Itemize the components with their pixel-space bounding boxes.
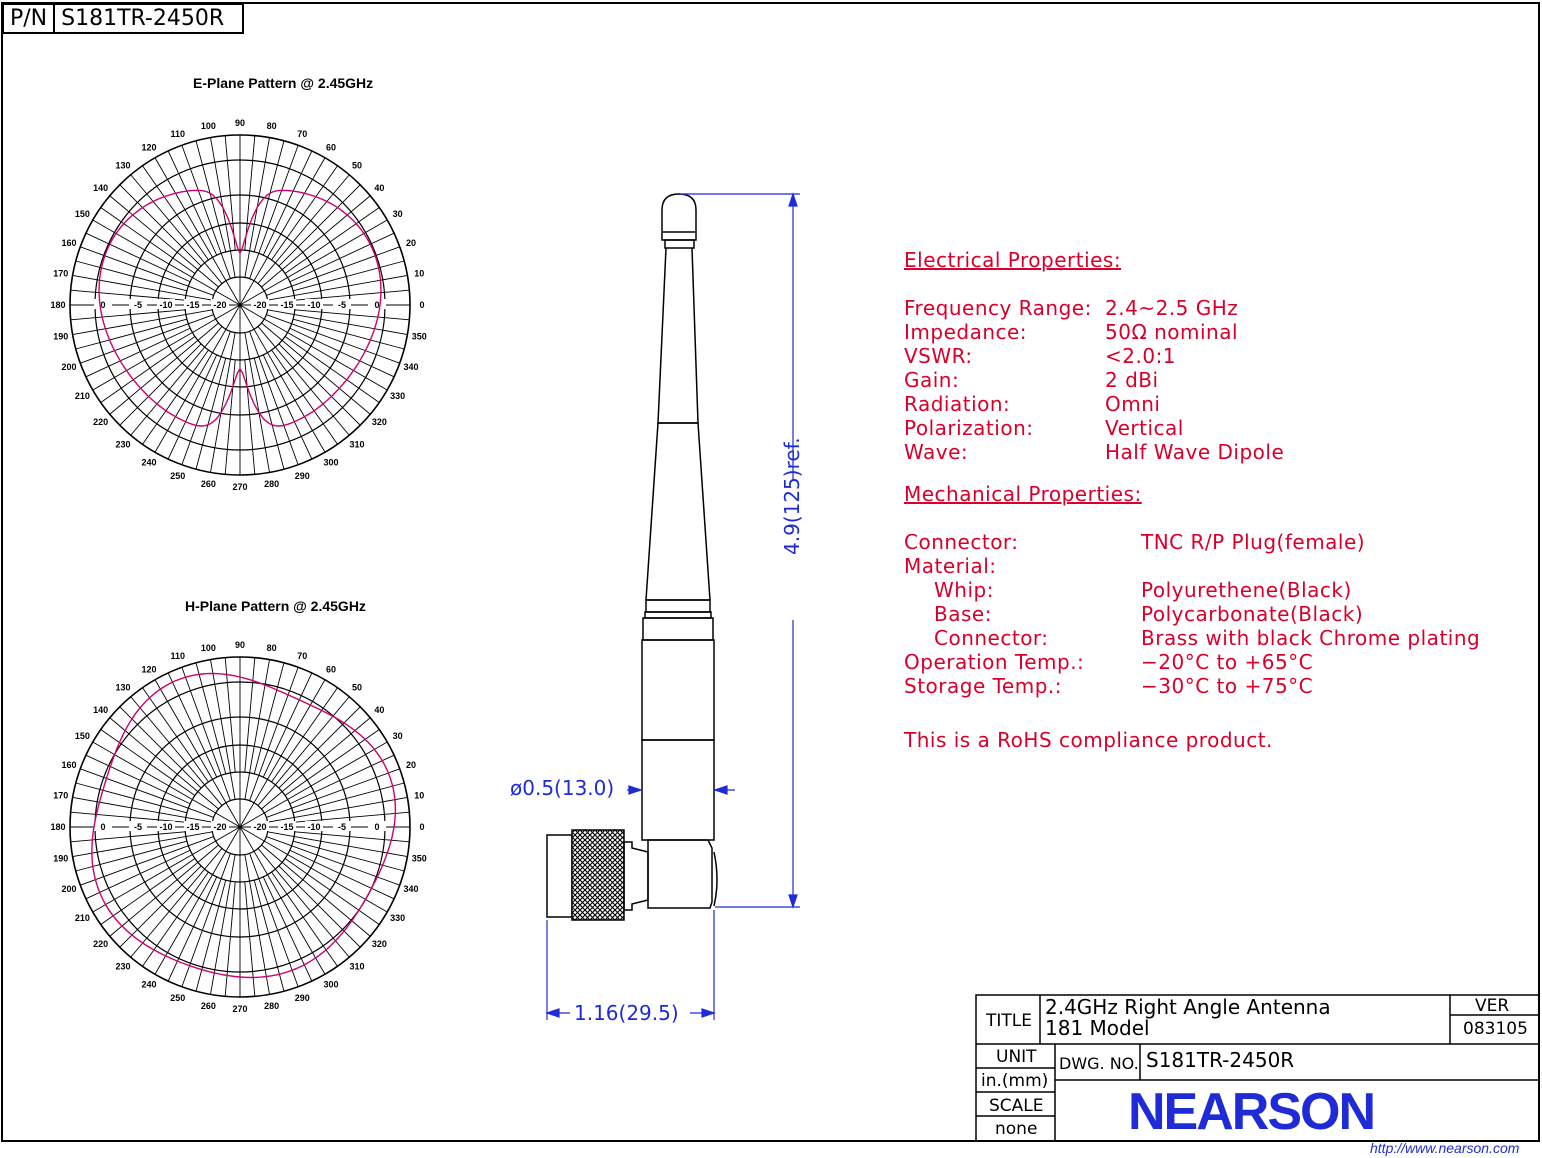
angle-label: 340	[403, 362, 419, 373]
electrical-row-value: 2 dBi	[1105, 368, 1159, 392]
angle-label: 210	[74, 391, 90, 401]
ring-label: -5	[133, 300, 143, 310]
angle-label: 350	[411, 853, 427, 864]
height-dimension: 4.9(125)ref.	[780, 437, 804, 555]
angle-label: 50	[351, 682, 362, 693]
angle-label: 130	[115, 160, 131, 171]
mechanical-row-label: Operation Temp.:	[904, 650, 1085, 674]
ring-label: -10	[307, 300, 321, 310]
ring-label: 0	[100, 300, 106, 310]
mechanical-row-value: Polyurethene(Black)	[1141, 578, 1352, 602]
electrical-row-label: Polarization:	[904, 416, 1034, 440]
angle-label: 190	[53, 331, 69, 342]
angle-label: 110	[170, 128, 186, 139]
angle-label: 260	[200, 1001, 216, 1012]
ring-label: -10	[307, 822, 321, 832]
angle-label: 10	[414, 268, 425, 279]
ring-label: -20	[253, 300, 267, 310]
angle-label: 160	[61, 759, 77, 770]
angle-label: 140	[93, 183, 109, 194]
ring-label: -5	[337, 822, 347, 832]
angle-label: 20	[406, 237, 417, 248]
electrical-row-value: 2.4~2.5 GHz	[1105, 296, 1239, 320]
title-line-2: 181 Model	[1045, 1016, 1150, 1040]
angle-label: 330	[390, 391, 406, 401]
angle-label: 50	[351, 160, 362, 171]
electrical-row-label: Impedance:	[904, 320, 1028, 344]
angle-label: 300	[323, 457, 339, 468]
mechanical-row-label: Connector:	[934, 626, 1049, 650]
angle-label: 80	[266, 120, 277, 131]
electrical-row-label: Frequency Range:	[904, 296, 1092, 320]
angle-label: 280	[264, 1001, 280, 1012]
ver-label: VER	[1475, 996, 1510, 1016]
mechanical-row-value: Polycarbonate(Black)	[1141, 602, 1364, 626]
angle-label: 60	[325, 142, 337, 153]
electrical-row-label: Radiation:	[904, 392, 1011, 416]
ring-label: -15	[186, 300, 200, 310]
angle-label: 30	[392, 731, 403, 741]
scale-value: none	[995, 1119, 1038, 1139]
electrical-row-label: Gain:	[904, 368, 960, 392]
title-line-1: 2.4GHz Right Angle Antenna	[1045, 995, 1331, 1019]
angle-label: 110	[170, 650, 186, 661]
electrical-row-value: Omni	[1105, 392, 1161, 416]
width-dimension: 1.16(29.5)	[574, 1001, 679, 1025]
angle-label: 230	[115, 961, 131, 972]
ring-label: -10	[159, 822, 173, 832]
angle-label: 160	[61, 237, 77, 248]
ring-label: -15	[280, 822, 294, 832]
unit-label: UNIT	[996, 1047, 1037, 1067]
unit-value: in.(mm)	[981, 1071, 1049, 1091]
angle-label: 340	[403, 884, 419, 895]
angle-label: 310	[349, 439, 365, 450]
angle-label: 150	[74, 731, 90, 741]
angle-label: 200	[61, 884, 77, 895]
electrical-row-label: VSWR:	[904, 344, 973, 368]
angle-label: 30	[392, 209, 403, 219]
angle-label: 310	[349, 961, 365, 972]
angle-label: 90	[234, 640, 246, 650]
mechanical-row-label: Whip:	[934, 578, 994, 602]
angle-label: 20	[406, 759, 417, 770]
mechanical-row-label: Material:	[904, 554, 997, 578]
angle-label: 120	[141, 664, 157, 675]
angle-label: 150	[74, 209, 90, 219]
angle-label: 220	[93, 416, 109, 427]
mechanical-row-label: Storage Temp.:	[904, 674, 1063, 698]
rohs-note: This is a RoHS compliance product.	[904, 728, 1273, 752]
ver-value: 083105	[1463, 1019, 1528, 1039]
electrical-row-value: Half Wave Dipole	[1105, 440, 1285, 464]
angle-label: 270	[232, 1004, 248, 1014]
mechanical-heading: Mechanical Properties:	[904, 482, 1142, 506]
angle-label: 180	[50, 822, 66, 832]
angle-label: 0	[419, 300, 425, 310]
angle-label: 240	[141, 457, 157, 468]
angle-label: 100	[200, 642, 216, 653]
company-url[interactable]: http://www.nearson.com	[1370, 1140, 1520, 1156]
scale-label: SCALE	[989, 1096, 1044, 1116]
ring-label: -20	[213, 822, 227, 832]
mechanical-row-value: Brass with black Chrome plating	[1141, 626, 1481, 650]
ring-label: 0	[100, 822, 106, 832]
part-number-value: S181TR-2450R	[61, 6, 225, 31]
angle-label: 100	[200, 120, 216, 131]
ring-label: -20	[253, 822, 267, 832]
angle-label: 130	[115, 682, 131, 693]
angle-label: 350	[411, 331, 427, 342]
angle-label: 210	[74, 913, 90, 923]
angle-label: 230	[115, 439, 131, 450]
angle-label: 140	[93, 705, 109, 716]
angle-label: 220	[93, 938, 109, 949]
part-number-label: P/N	[4, 5, 55, 32]
ring-label: -10	[159, 300, 173, 310]
angle-label: 270	[232, 482, 248, 492]
angle-label: 170	[53, 790, 69, 801]
ring-label: -15	[280, 300, 294, 310]
nearson-logo: NEARSON	[1128, 1083, 1375, 1141]
angle-label: 180	[50, 300, 66, 310]
angle-label: 40	[374, 183, 385, 194]
angle-label: 290	[294, 993, 310, 1004]
mechanical-row-label: Base:	[934, 602, 992, 626]
ring-label: -20	[213, 300, 227, 310]
angle-label: 290	[294, 471, 310, 482]
angle-label: 250	[170, 993, 186, 1004]
dwg-label: DWG. NO.	[1059, 1054, 1139, 1073]
electrical-row-value: <2.0:1	[1105, 344, 1177, 368]
angle-label: 260	[200, 479, 216, 490]
ring-label: -5	[133, 822, 143, 832]
angle-label: 170	[53, 268, 69, 279]
angle-label: 60	[325, 664, 337, 675]
angle-label: 120	[141, 142, 157, 153]
mechanical-row-value: −20°C to +65°C	[1141, 650, 1314, 674]
angle-label: 250	[170, 471, 186, 482]
angle-label: 330	[390, 913, 406, 923]
mechanical-row-label: Connector:	[904, 530, 1019, 554]
h-plane-title: H-Plane Pattern @ 2.45GHz	[185, 598, 366, 614]
ring-label: -15	[186, 822, 200, 832]
angle-label: 280	[264, 479, 280, 490]
e-plane-title: E-Plane Pattern @ 2.45GHz	[193, 75, 374, 91]
angle-label: 200	[61, 362, 77, 373]
angle-label: 40	[374, 705, 385, 716]
title-label: TITLE	[986, 1011, 1032, 1031]
diameter-dimension: ø0.5(13.0)	[510, 776, 615, 800]
angle-label: 190	[53, 853, 69, 864]
mechanical-row-value: −30°C to +75°C	[1141, 674, 1314, 698]
electrical-row-value: 50Ω nominal	[1105, 320, 1239, 344]
angle-label: 320	[371, 416, 387, 427]
angle-label: 80	[266, 642, 277, 653]
angle-label: 70	[297, 128, 308, 139]
angle-label: 300	[323, 979, 339, 990]
ring-label: 0	[374, 300, 380, 310]
angle-label: 70	[297, 650, 308, 661]
angle-label: 10	[414, 790, 425, 801]
electrical-row-label: Wave:	[904, 440, 969, 464]
mechanical-row-value: TNC R/P Plug(female)	[1141, 530, 1366, 554]
ring-label: 0	[374, 822, 380, 832]
ring-label: -5	[337, 300, 347, 310]
electrical-heading: Electrical Properties:	[904, 248, 1122, 272]
dwg-value: S181TR-2450R	[1146, 1048, 1295, 1072]
angle-label: 240	[141, 979, 157, 990]
angle-label: 0	[419, 822, 425, 832]
angle-label: 90	[234, 118, 246, 128]
electrical-row-value: Vertical	[1105, 416, 1184, 440]
angle-label: 320	[371, 938, 387, 949]
